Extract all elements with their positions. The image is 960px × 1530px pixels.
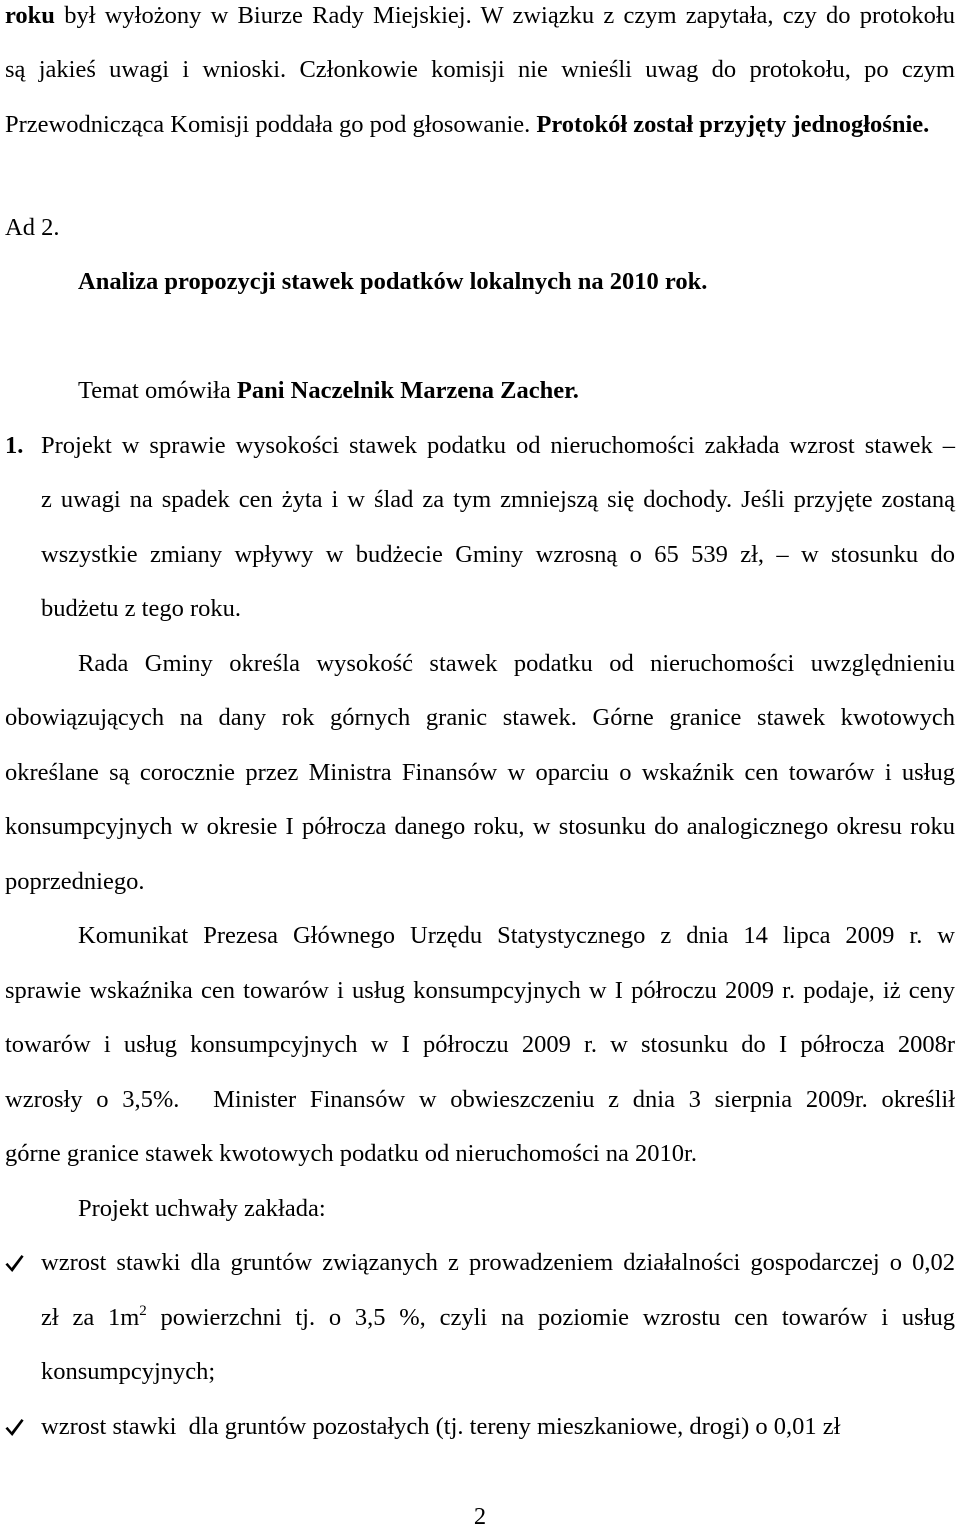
line-text: wzrosły o 3,5%. [5, 1085, 180, 1113]
text-line: poprzedniego. [5, 867, 145, 895]
bullet-item-1 [5, 1236, 955, 1400]
bold-text: roku [5, 1, 55, 29]
text-line [5, 98, 955, 153]
text-line: z uwagi na spadek cen żyta i w ślad za tym zmniejszą się dochody. Jeśli przyjęte zostaną [41, 486, 955, 514]
text-line: konsumpcyjnych w okresie I półrocza danego roku, w stosunku do analogicznego okresu roku [5, 813, 955, 841]
draft-resolution-intro: Projekt uchwały zakłada: [78, 1194, 326, 1222]
text-line: sprawie wskaźnika cen towarów i usług konsumpcyjnych w I półroczu 2009 r. podaje, iż ceny [5, 976, 955, 1004]
text-line: Projekt w sprawie wysokości stawek podatku od nieruchomości zakłada wzrost stawek – [41, 431, 955, 459]
checkmark-icon [5, 1254, 24, 1273]
line-text: Przewodnicząca Komisji poddała go pod głosowanie. [5, 110, 531, 138]
text-line: określane są corocznie przez Ministra Finansów w oparciu o wskaźnik cen towarów i usług [5, 758, 955, 786]
paragraph-gus-communique [5, 909, 955, 1182]
text-line: wszystkie zmiany wpływy w budżecie Gminy wzrosną o 65 539 zł, – w stosunku do [41, 540, 955, 568]
bullet-item-2 [5, 1400, 955, 1455]
agenda-item-label: Ad 2. [5, 213, 60, 241]
text-line: obowiązujących na dany rok górnych granic stawek. Górne granice stawek kwotowych [5, 704, 955, 732]
text-line [5, 1073, 955, 1128]
text-line: budżetu z tego roku. [41, 595, 242, 623]
bullet-body [5, 1400, 955, 1455]
line-text: powierzchni tj. o 3,5 %, czyli na poziomie wzrostu cen towarów i usług [160, 1303, 955, 1331]
text-line: konsumpcyjnych; [41, 1358, 216, 1386]
text-line: są jakieś uwagi i wnioski. Członkowie komisji nie wnieśli uwag do protokołu, po czym [5, 56, 955, 84]
line-text: Minister Finansów w obwieszczeniu z dnia 3 sierpnia 2009r. określił [213, 1085, 956, 1113]
text-line: wzrost stawki dla gruntów związanych z prowadzeniem działalności gospodarczej o 0,02 [41, 1249, 955, 1277]
text-line: wzrost stawki dla gruntów pozostałych (tj. tereny mieszkaniowe, drogi) o 0,01 zł [41, 1412, 841, 1440]
bullet-body [5, 1236, 955, 1400]
presenter-name: Pani Naczelnik Marzena Zacher. [236, 377, 579, 405]
wide-space [179, 1106, 199, 1107]
blank-line [5, 310, 955, 365]
point-body [5, 419, 955, 637]
numbered-point-1 [5, 419, 955, 637]
line-text: zł za 1m [41, 1303, 140, 1331]
checkmark-icon-graphic [5, 1254, 24, 1273]
line-text: był wyłożony w Biurze Rady Miejskiej. W związku z czym zapytała, czy do protokołu [64, 1, 955, 29]
document-page [5, 0, 955, 1454]
paragraph-tax-rate-limits [5, 637, 955, 910]
paragraph-spacer [5, 152, 955, 201]
page-number: 2 [473, 1503, 487, 1530]
text-line: towarów i usług konsumpcyjnych w I półroczu 2009 r. w stosunku do I półrocza 2008r [5, 1031, 955, 1059]
text-line: Komunikat Prezesa Głównego Urzędu Statystycznego z dnia 14 lipca 2009 r. w [78, 922, 955, 950]
point-number: 1. [5, 431, 24, 459]
text-line: Rada Gminy określa wysokość stawek podatku od nieruchomości uwzględnieniu [78, 649, 955, 677]
text-line: górne granice stawek kwotowych podatku od nieruchomości na 2010r. [5, 1140, 697, 1168]
presenter-line [5, 364, 955, 419]
text-line [5, 0, 955, 43]
bold-text: Protokół został przyjęty jednogłośnie. [536, 110, 930, 138]
text-line [41, 1291, 955, 1346]
checkmark-icon [5, 1418, 24, 1437]
superscript: 2 [139, 1302, 147, 1319]
previous-section [5, 0, 955, 152]
checkmark-icon-graphic [5, 1418, 24, 1437]
presenter-text: Temat omówiła [78, 377, 231, 405]
agenda-item-title: Analiza propozycji stawek podatków lokalnych na 2010 rok. [78, 268, 708, 296]
